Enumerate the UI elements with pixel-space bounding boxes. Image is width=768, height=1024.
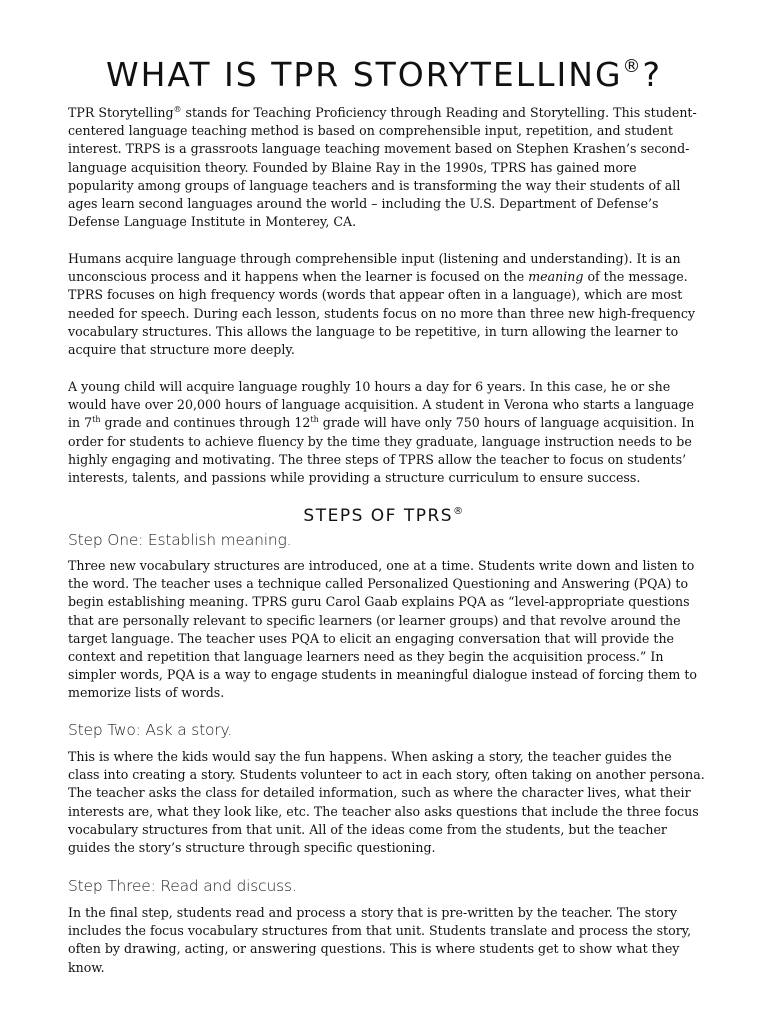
ordinal-superscript: th	[310, 415, 319, 425]
step-one-title: Step One: Establish meaning.	[68, 531, 292, 549]
intro-line: Defense Language Institute in Monterey, CA.	[68, 214, 357, 230]
child-line: interests, talents, and passions while providing a structure curriculum to ensure success.	[68, 470, 641, 486]
intro-line: ages learn second languages around the world – including the U.S. Department of Defense’s	[68, 196, 659, 212]
child-paragraph	[68, 378, 708, 487]
acquisition-line-2-start: unconscious process and it happens when the learner is focused on the	[68, 269, 529, 285]
child-line-3-part: in 7	[68, 415, 93, 431]
step-three-paragraph	[68, 904, 708, 977]
step-two-line: guides the story’s structure through specific questioning.	[68, 840, 436, 856]
intro-line-1: stands for Teaching Proficiency through Reading and Storytelling. This student-	[181, 105, 697, 120]
step-two-line: class into creating a story. Students volunteer to act in each story, often taking on another persona.	[68, 767, 705, 783]
intro-paragraph	[68, 104, 708, 231]
step-one-line: simpler words, PQA is a way to engage students in meaningful dialogue instead of forcing them to	[68, 667, 697, 683]
step-two-line: vocabulary structures from that unit. All of the ideas come from the students, but the teacher	[68, 821, 667, 837]
step-one-paragraph	[68, 557, 708, 703]
step-one-line: the word. The teacher uses a technique called Personalized Questioning and Answering (PQA) to	[68, 576, 689, 592]
acquisition-line-1: Humans acquire language through comprehensible input (listening and understanding). It is an	[68, 251, 681, 266]
step-three-line: includes the focus vocabulary structures from that unit. Students translate and process the story,	[68, 923, 692, 939]
acquisition-line: vocabulary structures. This allows the language to be repetitive, in turn allowing the learner to	[68, 323, 679, 339]
step-two-line: This is where the kids would say the fun happens. When asking a story, the teacher guides the	[68, 749, 672, 764]
child-line: order for students to achieve fluency by the time they graduate, language instruction needs to be	[68, 433, 692, 449]
step-three-title: Step Three: Read and discuss.	[68, 877, 297, 895]
acquisition-line: TPRS focuses on high frequency words (words that appear often in a language), which are most	[68, 287, 683, 303]
intro-line: centered language teaching method is based on comprehensible input, repetition, and student	[68, 123, 673, 139]
acquisition-line: needed for speech. During each lesson, students focus on no more than three new high-frequency	[68, 305, 696, 321]
meaning-emphasis: meaning	[528, 269, 584, 285]
step-one-line: target language. The teacher uses PQA to elicit an engaging conversation that will provide the	[68, 630, 675, 646]
child-line: highly engaging and motivating. The three steps of TPRS allow the teacher to focus on students’	[68, 451, 687, 467]
intro-registered-mark: ®	[173, 105, 182, 114]
acquisition-paragraph	[68, 250, 708, 359]
child-line-2: would have over 20,000 hours of language acquisition. A student in Verona who starts a language	[68, 397, 695, 413]
title-registered-mark: ®	[622, 56, 643, 77]
steps-heading	[0, 506, 768, 526]
step-one-line: context and repetition that language learners need as they begin the acquisition process.” In	[68, 649, 664, 665]
intro-line: language acquisition theory. Founded by Blaine Ray in the 1990s, TPRS has gained more	[68, 159, 637, 175]
step-three-line: often by drawing, acting, or answering questions. This is where students get to show what they know.	[68, 941, 680, 975]
title-question-mark: ?	[642, 55, 663, 94]
intro-lead: TPR Storytelling	[68, 105, 174, 120]
step-two-line: interests are, what they look like, etc. The teacher also asks questions that include the three focus	[68, 803, 699, 819]
step-one-line: Three new vocabulary structures are introduced, one at a time. Students write down and listen to	[68, 558, 695, 573]
step-one-line: memorize lists of words.	[68, 685, 225, 701]
intro-line: popularity among groups of language teachers and is transforming the way their students of all	[68, 177, 681, 193]
acquisition-line: acquire that structure more deeply.	[68, 342, 295, 358]
step-one-line: that are personally relevant to specific learners (or learner groups) and that revolve around the	[68, 612, 681, 628]
child-line-1: A young child will acquire language roughly 10 hours a day for 6 years. In this case, he or she	[68, 379, 671, 394]
step-two-line: The teacher asks the class for detailed information, such as where the character lives, what their	[68, 785, 691, 801]
title-text: WHAT IS TPR STORYTELLING	[105, 55, 623, 94]
child-line-3-part: grade and continues through 12	[100, 415, 311, 431]
intro-line: interest. TRPS is a grassroots language teaching movement based on Stephen Krashen’s second-	[68, 141, 690, 157]
steps-heading-text: STEPS OF TPRS	[303, 506, 454, 526]
page-title	[0, 55, 768, 94]
step-two-paragraph	[68, 748, 708, 857]
step-one-line: begin establishing meaning. TPRS guru Carol Gaab explains PQA as “level-appropriate questions	[68, 594, 690, 610]
step-two-title: Step Two: Ask a story.	[68, 721, 232, 739]
steps-registered-mark: ®	[453, 506, 465, 517]
acquisition-line-2-end: of the message.	[583, 269, 688, 285]
step-three-line: In the final step, students read and process a story that is pre-written by the teacher. The story	[68, 905, 678, 920]
ordinal-superscript: th	[92, 415, 101, 425]
child-line-3-part: grade will have only 750 hours of language acquisition. In	[318, 415, 695, 431]
